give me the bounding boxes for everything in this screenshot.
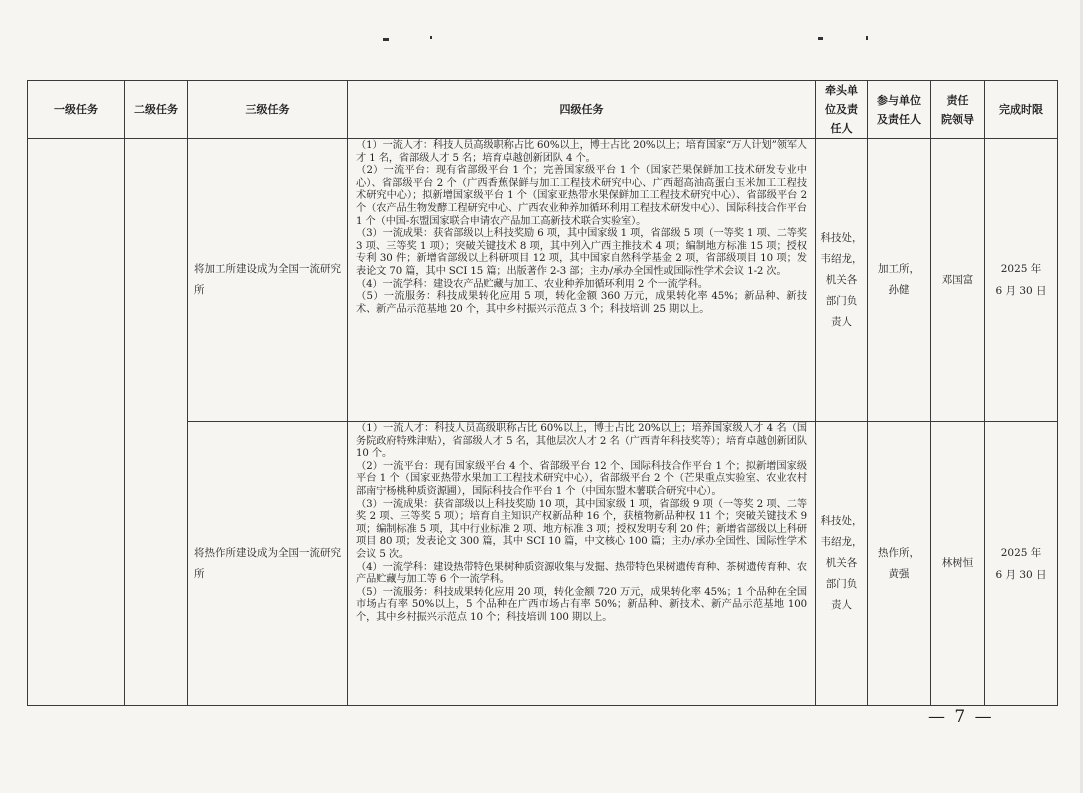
lead-line: 部门负	[825, 578, 858, 590]
header-row	[28, 81, 1058, 139]
header-participant-line: 及责任人	[877, 112, 921, 126]
level4-paragraph: （3）一流成果：获省部级以上科技奖励 10 项，其中国家级 1 项，省部级 9 项（一等奖 2 项、二等奖 2 项、三等奖 5 项）；培育自主知识产权新品种 16 个，获植物新品种权 11 个；突破关键技术 9 项；编制标准 5 项，其中行业标准 2 项、地方标准 3 项；授权发明专利 20 件；新增省部级以上科研项目 80 项；发表论文 300 篇，其中 SCI 10 篇，中文核心 100 篇；主办/承办全国性、国际性学术会议 5 次。	[356, 498, 807, 560]
task-table	[27, 80, 1058, 706]
level4-paragraph: （2）一流平台：现有省部级平台 1 个；完善国家级平台 1 个（国家芒果保鲜加工技术研发专业中心）、省部级平台 2 个（广西香蕉保鲜与加工工程技术研究中心、广西超高油高蛋白玉米加工工程技术研究中心）；拟新增国家级平台 1 个（国家亚热带水果保鲜加工工程技术研究中心）、省部级平台 2 个（农产品生物发酵工程研究中心、广西农业种养加循环利用工程技术研发中心）、国际科技合作平台 1 个（中国-东盟国家联合申请农产品加工高新技术联合实验室）。	[356, 165, 807, 227]
lead-line: 责人	[831, 315, 852, 328]
level4-paragraph: （1）一流人才：科技人员高级职称占比 60%以上，博士占比 20%以上；培养国家级人才 4 名（国务院政府特殊津贴），省部级人才 5 名，其他层次人才 2 名（广西青年科技奖等）；培育卓越创新团队 10 个。	[356, 423, 807, 460]
participant-line: 加工所，	[878, 263, 920, 275]
header-level4: 四级任务	[348, 81, 816, 139]
participant-cell	[868, 139, 931, 422]
lead-cell	[816, 422, 868, 706]
lead-line: 机关各	[825, 273, 858, 286]
header-leader-line: 责任	[946, 93, 969, 107]
level4-paragraph: （4）一流学科：建设热带特色果树种质资源收集与发掘、热带特色果树遗传育种、茶树遗传育种、农产品贮藏与加工等 6 个一流学科。	[356, 561, 807, 586]
deadline-line: 2025 年	[1000, 546, 1042, 559]
level2-cell	[125, 139, 188, 706]
level4-cell	[348, 139, 816, 422]
scan-speck	[383, 38, 389, 41]
header-lead-line: 牵头单	[825, 84, 858, 97]
level1-cell	[28, 139, 125, 706]
header-participant-line: 参与单位	[877, 93, 921, 107]
deadline-line: 6 月 30 日	[995, 285, 1047, 297]
participant-cell	[868, 422, 931, 706]
level4-paragraph: （5）一流服务：科技成果转化应用 20 项，转化金额 720 万元，成果转化率 45%；1 个品种在全国市场占有率 50%以上，5 个品种在广西市场占有率 50%；新品种、新技术、新产品示范基地 100 个，其中乡村振兴示范点 10 个；科技培训 100 期以上。	[356, 586, 807, 623]
lead-cell	[816, 139, 868, 422]
header-level2: 二级任务	[125, 81, 188, 139]
deadline-line: 6 月 30 日	[995, 568, 1047, 581]
table-row	[28, 139, 1058, 422]
scan-speck	[818, 37, 823, 40]
header-level3: 三级任务	[188, 81, 348, 139]
participant-line: 孙健	[888, 284, 910, 296]
scan-speck	[430, 36, 432, 39]
level4-paragraph: （5）一流服务：科技成果转化应用 5 项，转化金额 360 万元，成果转化率 45%；新品种、新技术、新产品示范基地 20 个，其中乡村振兴示范点 3 个；科技培训 25 期以上。	[356, 291, 807, 315]
lead-line: 韦绍龙，	[820, 536, 863, 548]
deadline-cell	[985, 139, 1058, 422]
deadline-line: 2025 年	[1000, 263, 1042, 275]
lead-line: 科技处，	[820, 515, 863, 527]
lead-line: 科技处，	[820, 231, 863, 244]
deadline-cell	[985, 422, 1058, 706]
lead-line: 责人	[831, 599, 852, 611]
lead-line: 部门负	[825, 294, 858, 307]
scan-speck	[866, 36, 868, 40]
participant-line: 黄强	[888, 567, 910, 580]
level4-paragraph: （1）一流人才：科技人员高级职称占比 60%以上，博士占比 20%以上；培育国家“万人计划”领军人才 1 名，省部级人才 5 名；培育卓越创新团队 4 个。	[356, 140, 807, 164]
page-number: — 7 —	[928, 707, 994, 727]
header-leader-line: 院领导	[941, 112, 974, 126]
header-level1: 一级任务	[28, 81, 125, 139]
header-deadline: 完成时限	[985, 81, 1058, 139]
header-lead-line: 任人	[830, 122, 853, 135]
level3-cell: 将热作所建设成为全国一流研究所	[188, 422, 348, 706]
level4-cell	[348, 422, 816, 706]
participant-line: 热作所，	[878, 546, 920, 559]
leader-cell: 邓国富	[931, 139, 985, 422]
lead-line: 机关各	[825, 557, 858, 569]
leader-cell: 林树恒	[931, 422, 985, 706]
header-lead-line: 位及责	[825, 103, 858, 116]
level3-cell: 将加工所建设成为全国一流研究所	[188, 139, 348, 422]
header-leader	[931, 81, 985, 139]
level4-paragraph: （4）一流学科：建设农产品贮藏与加工、农业种养加循环利用 2 个一流学科。	[356, 278, 708, 290]
lead-line: 韦绍龙，	[820, 252, 863, 265]
header-participant	[868, 81, 931, 139]
level4-paragraph: （2）一流平台：现有国家级平台 4 个、省部级平台 12 个、国际科技合作平台 1 个；拟新增国家级平台 1 个（国家亚热带水果加工工程技术研究中心），省部级平台 2 个（芒果重点实验室、农业农村部南宁杨桃种质资源圃），国际科技合作平台 1 个（中国东盟木薯联合研究中心）。	[356, 460, 807, 497]
header-lead	[816, 81, 868, 139]
level4-paragraph: （3）一流成果：获省部级以上科技奖励 6 项，其中国家级 1 项，省部级 5 项（一等奖 1 项、二等奖 3 项、三等奖 1 项）；突破关键技术 8 项，其中列入广西主推技术 4 项；编制地方标准 15 项；授权专利 30 件；新增省部级以上科研项目 12 项，其中国家自然科学基金 2 项，省部级项目 10 项；发表论文 70 篇，其中 SCI 15 篇；出版著作 2-3 部；主办/承办全国性或国际性学术会议 1-2 次。	[356, 228, 807, 277]
